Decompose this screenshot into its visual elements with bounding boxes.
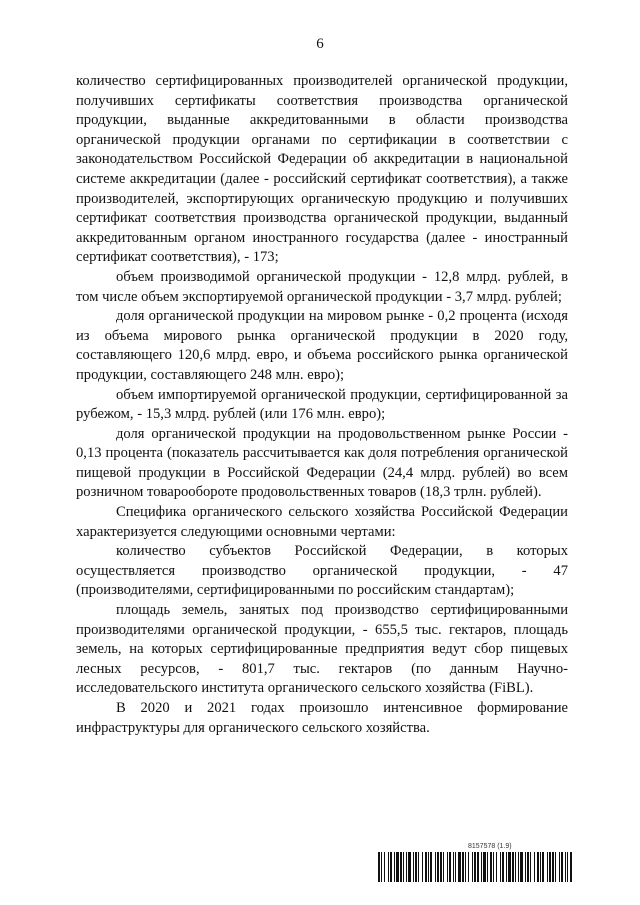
paragraph-world-market-share: доля органической продукции на мировом рынке - 0,2 процента (исходя из объема мирового рынка органической продукции в 2020 году, составляющего 120,6 млрд. евро, и объема российского рынка органической продукции, составляющего 248 млн. евро); xyxy=(76,308,568,383)
paragraph-land-area: площадь земель, занятых под производство сертифицированными производителями органической продукции, - 655,5 тыс. гектаров, площадь земель, на которых сертифицированные предприятия ведут сбор пищевых лесных ресурсов, - 801,7 тыс. гектаров (по данным Научно-исследовательского института органического сельского хозяйства (FiBL). xyxy=(76,602,568,697)
paragraph-infrastructure: В 2020 и 2021 годах произошло интенсивное формирование инфраструктуры для органического сельского хозяйства. xyxy=(76,700,568,736)
barcode-icon xyxy=(378,852,572,882)
page-number: 6 xyxy=(316,36,324,52)
paragraph-food-market-share: доля органической продукции на продовольственном рынке России - 0,13 процента (показатель рассчитывается как доля потребления органической пищевой продукции в Российской Федерации (24,4 млрд. рублей) во всем розничном товарообороте продовольственных товаров (18,3 трлн. рублей). xyxy=(76,425,568,501)
paragraph-specifics-intro: Специфика органического сельского хозяйства Российской Федерации характеризуется следующими основными чертами: xyxy=(76,504,568,540)
paragraph-production-volume: объем производимой органической продукции - 12,8 млрд. рублей, в том числе объем экспортируемой органической продукции - 3,7 млрд. рублей; xyxy=(76,268,568,305)
body-text xyxy=(76,72,568,738)
paragraph-import-volume: объем импортируемой органической продукции, сертифицированной за рубежом, - 15,3 млрд. рублей (или 176 млн. евро); xyxy=(76,386,568,423)
paragraph-regions-count: количество субъектов Российской Федерации, в которых осуществляется производство органической продукции, - 47 (производителями, сертифицированными по российским стандартам); xyxy=(76,543,568,599)
document-code: 8157578 (1.9) xyxy=(468,843,512,850)
paragraph-certified-producers: количество сертифицированных производителей органической продукции, получивших сертификаты соответствия производства органической продукции, выданные аккредитованными в области производства органической продукции органами по сертификации в соответствии с законодательством Российской Федерации об аккредитации в национальной системе аккредитации (далее - российский сертификат соответствия), а также производителей, экспортирующих органическую продукцию и получивших сертификат соответствия производства органической продукции, выданный аккредитованным органом иностранного государства (далее - иностранный сертификат соответствия), - 173; xyxy=(76,73,568,266)
